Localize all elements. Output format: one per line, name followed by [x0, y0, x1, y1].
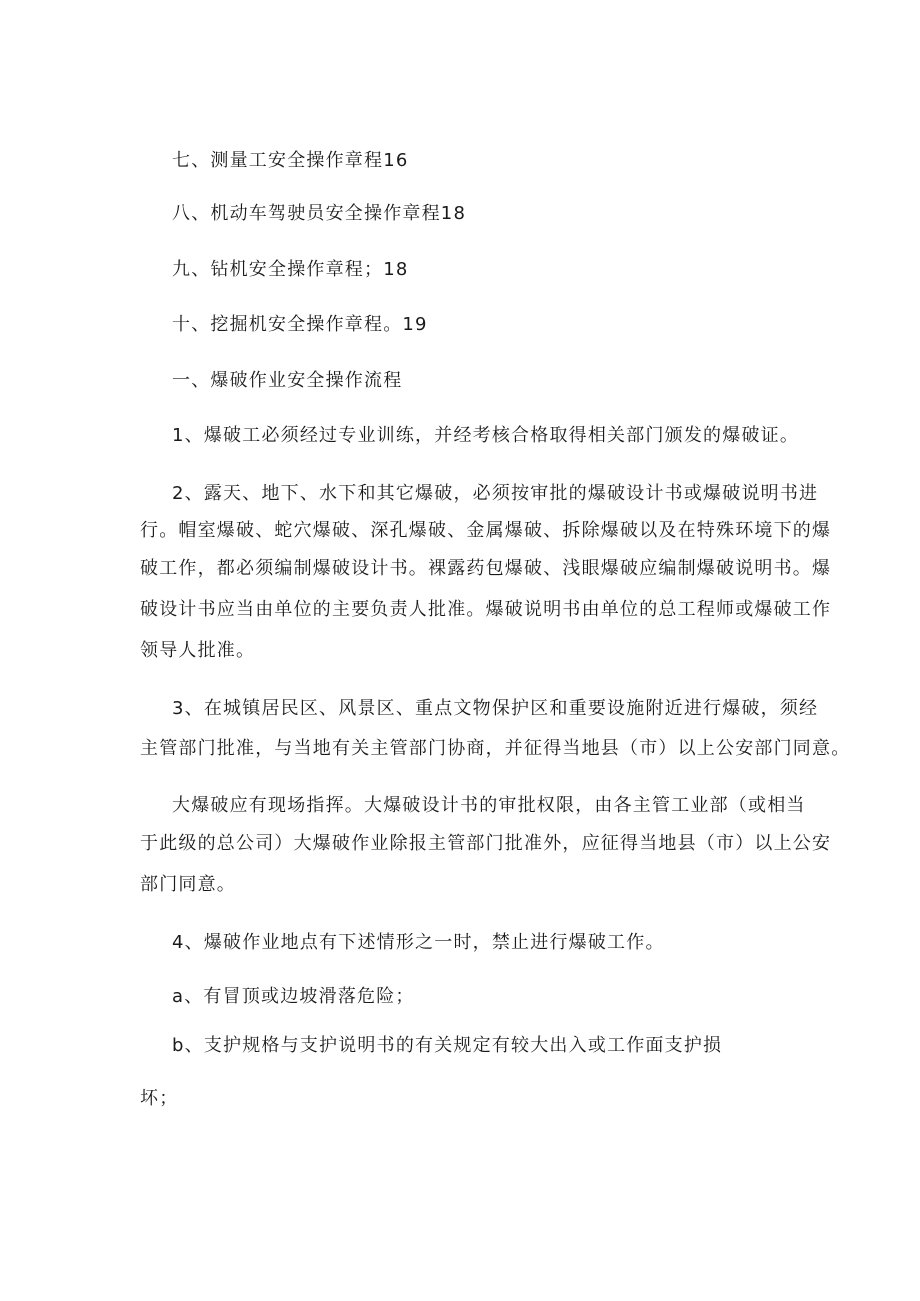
paragraph-4-line-3: 部门同意。 [140, 874, 236, 895]
paragraph-2-line-4: 破设计书应当由单位的主要负责人批准。爆破说明书由单位的总工程师或爆破工作 [140, 599, 832, 620]
paragraph-5: 4、爆破作业地点有下述情形之一时，禁止进行爆破工作。 [172, 932, 665, 953]
list-item-a: a、有冒顶或边坡滑落危险； [172, 986, 415, 1007]
paragraph-2-line-5: 领导人批准。 [140, 640, 256, 661]
paragraph-2-line-2: 行。帽室爆破、蛇穴爆破、深孔爆破、金属爆破、拆除爆破以及在特殊环境下的爆 [140, 520, 832, 541]
paragraph-2-line-3: 破工作，都必须编制爆破设计书。裸露药包爆破、浅眼爆破应编制爆破说明书。爆 [140, 558, 832, 579]
list-item-b-line-2: 坏； [140, 1088, 179, 1109]
toc-item-7: 七、测量工安全操作章程16 [172, 150, 409, 171]
list-item-b-line-1: b、支护规格与支护说明书的有关规定有较大出入或工作面支护损 [172, 1035, 723, 1056]
paragraph-4-line-2: 于此级的总公司）大爆破作业除报主管部门批准外，应征得当地县（市）以上公安 [140, 833, 832, 854]
toc-item-9: 九、钻机安全操作章程；18 [172, 259, 409, 280]
paragraph-1: 1、爆破工必须经过专业训练，并经考核合格取得相关部门颁发的爆破证。 [172, 425, 800, 446]
toc-item-10: 十、挖掘机安全操作章程。19 [172, 314, 428, 335]
paragraph-4-line-1: 大爆破应有现场指挥。大爆破设计书的审批权限，由各主管工业部（或相当 [172, 795, 806, 816]
paragraph-3-line-2: 主管部门批准，与当地有关主管部门协商，并征得当地县（市）以上公安部门同意。 [140, 738, 851, 759]
paragraph-2-line-1: 2、露天、地下、水下和其它爆破，必须按审批的爆破设计书或爆破说明书进 [172, 483, 819, 504]
paragraph-3-line-1: 3、在城镇居民区、风景区、重点文物保护区和重要设施附近进行爆破，须经 [172, 698, 819, 719]
section-title: 一、爆破作业安全操作流程 [172, 370, 403, 391]
toc-item-8: 八、机动车驾驶员安全操作章程18 [172, 203, 467, 224]
